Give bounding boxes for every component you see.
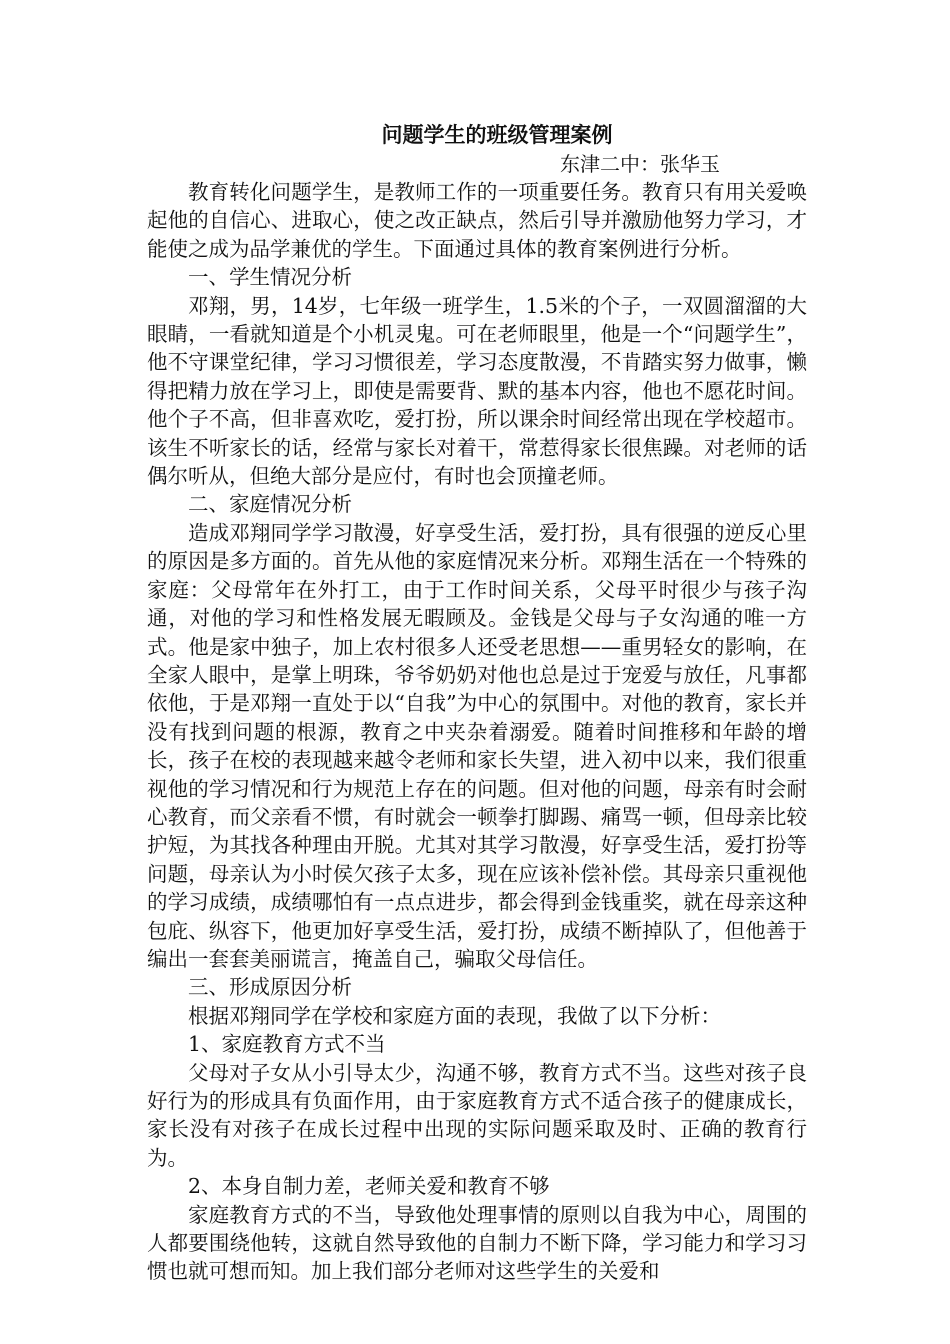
subsection2-heading: 2、本身自制力差，老师关爱和教育不够	[188, 1174, 550, 1199]
section1-heading: 一、学生情况分析	[188, 265, 352, 290]
subsection1-paragraph: 父母对子女从小引导太少，沟通不够，教育方式不当。这些对孩子良好行为的形成具有负面作用，由于家庭教育方式不适合孩子的健康成长，家长没有对孩子在成长过程中出现的实际问题采取及时、正确的教育行为。	[147, 1060, 807, 1170]
document-body	[147, 120, 807, 1286]
section2-heading: 二、家庭情况分析	[188, 492, 352, 517]
document-author: 东津二中：张华玉	[560, 152, 720, 176]
document-title: 问题学生的班级管理案例	[381, 123, 613, 147]
section2-paragraph: 造成邓翔同学学习散漫，好享受生活，爱打扮，具有很强的逆反心里的原因是多方面的。首先从他的家庭情况来分析。邓翔生活在一个特殊的家庭：父母常年在外打工，由于工作时间关系，父母平时很少与孩子沟通，对他的学习和性格发展无暇顾及。金钱是父母与子女沟通的唯一方式。他是家中独子，加上农村很多人还受老思想——重男轻女的影响，在全家人眼中，是掌上明珠，爷爷奶奶对他也总是过于宠爱与放任，凡事都依他，于是邓翔一直处于以“自我”为中心的氛围中。对他的教育，家长并没有找到问题的根源，教育之中夹杂着溺爱。随着时间推移和年龄的增长，孩子在校的表现越来越令老师和家长失望，进入初中以来，我们很重视他的学习情况和行为规范上存在的问题。但对他的问题，母亲有时会耐心教育，而父亲看不惯，有时就会一顿拳打脚踢、痛骂一顿，但母亲比较护短，为其找各种理由开脱。尤其对其学习散漫，好享受生活，爱打扮等问题，母亲认为小时侯欠孩子太多，现在应该补偿补偿。其母亲只重视他的学习成绩，成绩哪怕有一点点进步，都会得到金钱重奖，就在母亲这种包庇、纵容下，他更加好享受生活，爱打扮，成绩不断掉队了，但他善于编出一套套美丽谎言，掩盖自己，骗取父母信任。	[147, 520, 807, 971]
subsection1-heading: 1、家庭教育方式不当	[188, 1032, 386, 1057]
section3-paragraph: 根据邓翔同学在学校和家庭方面的表现，我做了以下分析：	[188, 1003, 721, 1028]
subsection2-paragraph: 家庭教育方式的不当，导致他处理事情的原则以自我为中心，周围的人都要围绕他转，这就自然导致他的自制力不断下降，学习能力和学习习惯也就可想而知。加上我们部分老师对这些学生的关爱和	[147, 1202, 807, 1284]
section1-paragraph: 邓翔，男，14岁，七年级一班学生，1.5米的个子，一双圆溜溜的大眼睛，一看就知道是个小机灵鬼。可在老师眼里，他是一个“问题学生”，他不守课堂纪律，学习习惯很差，学习态度散漫，不肯踏实努力做事，懒得把精力放在学习上，即使是需要背、默的基本内容，他也不愿花时间。他个子不高，但非喜欢吃，爱打扮，所以课余时间经常出现在学校超市。该生不听家长的话，经常与家长对着干，常惹得家长很焦躁。对老师的话偶尔听从，但绝大部分是应付，有时也会顶撞老师。	[147, 293, 807, 489]
section3-heading: 三、形成原因分析	[188, 975, 352, 1000]
intro-paragraph: 教育转化问题学生，是教师工作的一项重要任务。教育只有用关爱唤起他的自信心、进取心，使之改正缺点，然后引导并激励他努力学习，才能使之成为品学兼优的学生。下面通过具体的教育案例进行分析。	[147, 180, 807, 261]
